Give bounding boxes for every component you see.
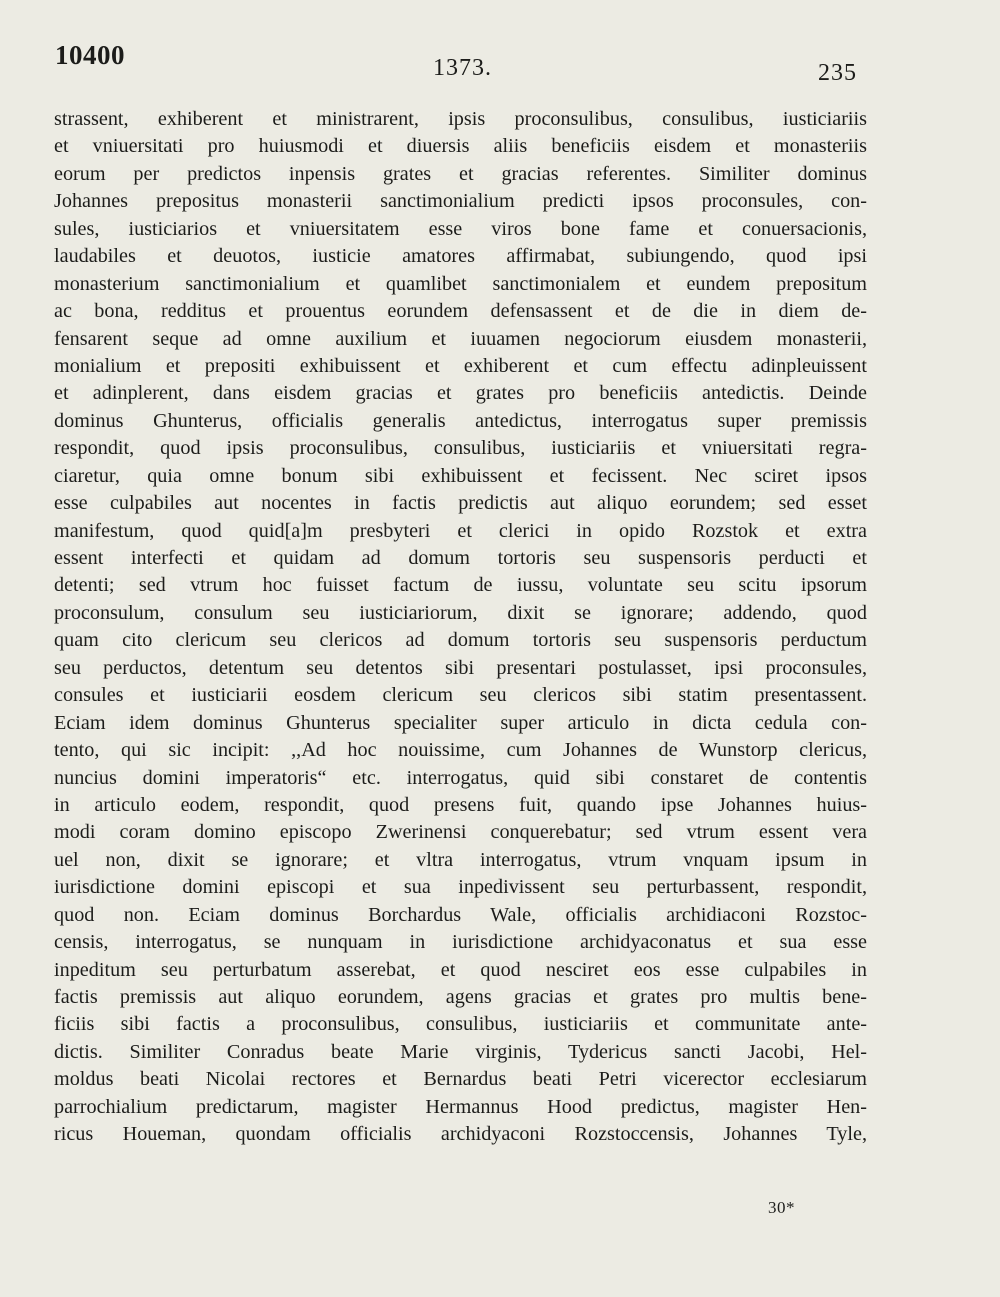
text-line: quam cito clericum seu clericos ad domum tortoris seu suspensoris perductum: [54, 629, 867, 652]
text-line: Johannes prepositus monasterii sanctimonialium predicti ipsos proconsules, con-: [54, 190, 867, 213]
text-line: laudabiles et deuotos, iusticie amatores affirmabat, subiungendo, quod ipsi: [54, 245, 867, 268]
page-number: 235: [818, 60, 857, 86]
text-line: respondit, quod ipsis proconsulibus, consulibus, iusticiariis et vniuersitati regra-: [54, 437, 867, 460]
text-line: modi coram domino episcopo Zwerinensi conquerebatur; sed vtrum essent vera: [54, 821, 867, 844]
text-line: et vniuersitati pro huiusmodi et diuersis aliis beneficiis eisdem et monasteriis: [54, 135, 867, 158]
text-line: eorum per predictos inpensis grates et gracias referentes. Similiter dominus: [54, 162, 867, 185]
text-line: consules et iusticiarii eosdem clericum seu clericos sibi statim presentassent.: [54, 684, 867, 707]
document-year: 1373.: [433, 55, 492, 81]
text-line: ricus Houeman, quondam officialis archidyaconi Rozstoccensis, Johannes Tyle,: [54, 1123, 867, 1146]
text-line: manifestum, quod quid[a]m presbyteri et clerici in opido Rozstok et extra: [54, 519, 867, 542]
text-line: dominus Ghunterus, officialis generalis antedictus, interrogatus super premissis: [54, 409, 867, 432]
text-line: essent interfecti et quidam ad domum tortoris seu suspensoris perducti et: [54, 547, 867, 569]
text-line: iurisdictione domini episcopi et sua inpedivissent seu perturbassent, respondit,: [54, 876, 867, 899]
text-line: monasterium sanctimonialium et quamlibet sanctimonialem et eundem prepositum: [54, 272, 867, 295]
text-line: fensarent seque ad omne auxilium et iuuamen negociorum eiusdem monasterii,: [54, 327, 867, 350]
text-line: et adinplerent, dans eisdem gracias et grates pro beneficiis antedictis. Deinde: [54, 382, 867, 405]
text-line: proconsulum, consulum seu iusticiariorum, dixit se ignorare; addendo, quod: [54, 601, 867, 624]
text-line: sules, iusticiarios et vniuersitatem esse viros bone fame et conuersacionis,: [54, 217, 867, 240]
text-line: tento, qui sic incipit: ,,Ad hoc nouissime, cum Johannes de Wunstorp clericus,: [54, 739, 867, 762]
text-line: nuncius domini imperatoris“ etc. interrogatus, quid sibi constaret de contentis: [54, 766, 867, 789]
text-line: dictis. Similiter Conradus beate Marie virginis, Tydericus sancti Jacobi, Hel-: [54, 1040, 867, 1063]
text-line: esse culpabiles aut nocentes in factis predictis aut aliquo eorundem; sed esset: [54, 492, 867, 515]
text-line: strassent, exhiberent et ministrarent, ipsis proconsulibus, consulibus, iusticiariis: [54, 108, 867, 130]
text-line: in articulo eodem, respondit, quod presens fuit, quando ipse Johannes huius-: [54, 793, 867, 816]
text-line: quod non. Eciam dominus Borchardus Wale, officialis archidiaconi Rozstoc-: [54, 903, 867, 926]
text-line: ciaretur, quia omne bonum sibi exhibuissent et fecissent. Nec sciret ipsos: [54, 464, 867, 487]
text-line: ficiis sibi factis a proconsulibus, consulibus, iusticiariis et communitate ante-: [54, 1013, 867, 1036]
text-line: factis premissis aut aliquo eorundem, agens gracias et grates pro multis bene-: [54, 986, 867, 1008]
body-text: [54, 106, 867, 1149]
text-line: ac bona, redditus et prouentus eorundem defensassent et de die in diem de-: [54, 300, 867, 323]
signature-mark: 30*: [768, 1198, 795, 1217]
text-line: detenti; sed vtrum hoc fuisset factum de iussu, voluntate seu scitu ipsorum: [54, 574, 867, 597]
text-line: Eciam idem dominus Ghunterus specialiter super articulo in dicta cedula con-: [54, 711, 867, 734]
text-line: inpeditum seu perturbatum asserebat, et quod nesciret eos esse culpabiles in: [54, 958, 867, 981]
text-line: uel non, dixit se ignorare; et vltra interrogatus, vtrum vnquam ipsum in: [54, 848, 867, 871]
document-number: 10400: [55, 40, 125, 70]
text-line: monialium et prepositi exhibuissent et exhiberent et cum effectu adinpleuissent: [54, 354, 867, 377]
text-line: parrochialium predictarum, magister Hermannus Hood predictus, magister Hen-: [54, 1095, 867, 1118]
text-line: moldus beati Nicolai rectores et Bernardus beati Petri vicerector ecclesiarum: [54, 1068, 867, 1091]
text-line: censis, interrogatus, se nunquam in iurisdictione archidyaconatus et sua esse: [54, 931, 867, 954]
text-line: seu perductos, detentum seu detentos sibi presentari postulasset, ipsi proconsules,: [54, 656, 867, 679]
